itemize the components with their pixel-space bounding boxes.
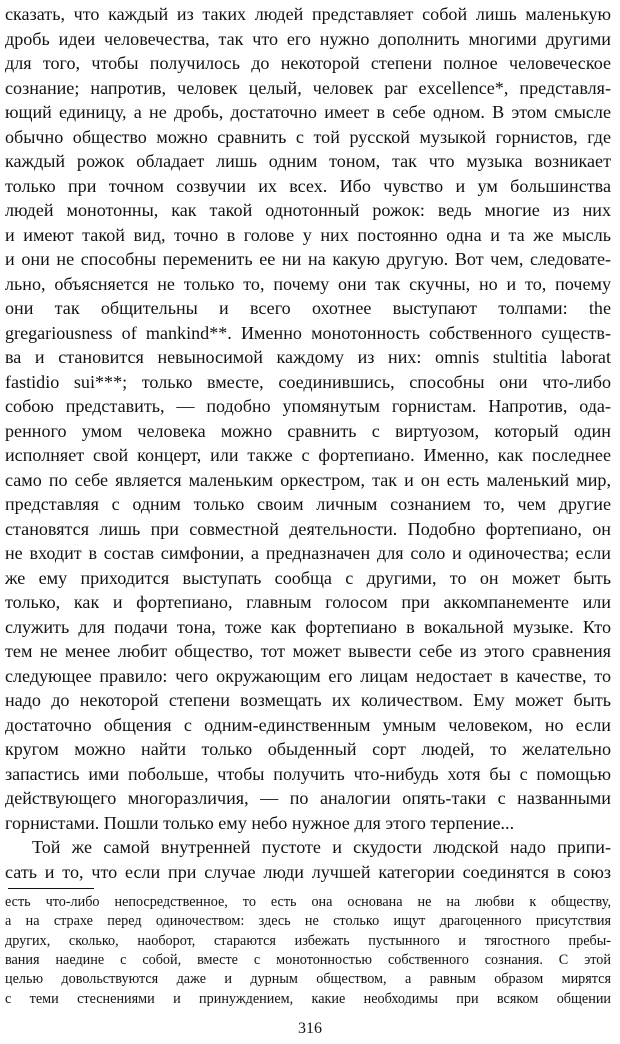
text-line: сознание; напротив, человек целый, человек par excellence*, представля- [5,77,611,98]
text-line: сказать, что каждый из таких людей представляет собой лишь маленькую [5,4,611,24]
footnote-line: есть что-либо непосредственное, то есть она основана не на любви к обществу, [5,894,611,910]
footnote-line: вания наедине с собой, вместе с монотонностью собственного сознания. С этой [5,951,611,968]
text-line: исполняет свой концерт, или также с фортепиано. Именно, как последнее [5,445,611,465]
text-line: ренного умом человека можно сравнить с виртуозом, который один [5,420,611,441]
text-line: становятся лишь при совместной деятельности. Подобно фортепиано, он [5,518,611,539]
text-line: и имеют такой вид, точно в голове у них постоянно одна и та же мысль [5,224,611,245]
text-line: ва и становится невыносимой каждому из них: omnis stultitia laborat [5,347,611,367]
text-line: служить для подачи тона, тоже как фортепиано в вокальной музыке. Кто [5,616,611,637]
text-line: и они не способны переменить ее ни на какую другую. Вот чем, следовате- [5,249,611,269]
footnote-rule [8,888,94,889]
text-line: ющий единицу, а не дробь, достаточно имеет в себе одном. В этом смысле [5,102,611,122]
text-line: людей монотонны, как такой однотонный рожок: ведь многие из них [5,200,611,220]
text-line: gregariousness of mankind**. Именно монотонность собственного существ- [5,322,611,343]
text-line: льно, объясняется не только то, почему они так скучны, но и то, почему [5,273,611,294]
text-line: следующее правило: чего окружающим его лицам недостает в качестве, то [5,665,611,686]
text-line: тем не менее любит общество, тот может вывести себе из этого сравнения [5,641,611,661]
text-line: представляя с одним только своим личным сознанием то, чем другие [5,494,611,514]
text-line: не входит в состав симфонии, а предназначен для соло и одиночества; если [5,543,611,563]
text-line: для того, чтобы получилось до некоторой степени полное человеческое [5,53,611,73]
text-line: же ему приходится выступать сообща с другими, то он может быть [5,567,611,588]
text-line: они так общительны и всего охотнее выступают толпами: the [5,298,611,318]
text-line: только, как и фортепиано, главным голосом при аккомпанементе или [5,592,611,612]
text-line: fastidio sui***; только вместе, соединившись, способны они что-либо [5,371,611,392]
text-line: горнистами. Пошли только ему небо нужное для этого терпение... [5,812,515,833]
footnote-line: целью довольствуются даже и дурным обществом, а равным образом мирятся [5,971,611,988]
text-line: действующего многоразличия, — по аналогии опять-таки с названными [5,788,611,808]
paragraph-start-line: Той же самой внутренней пустоте и скудости людской надо припи- [32,837,611,857]
text-line: обычно общество можно сравнить с той русской музыкой горнистов, где [5,126,611,147]
text-line: каждый рожок обладает лишь одним тоном, так что музыка возникает [5,151,611,171]
text-line: надо до некоторой степени возмещать их количеством. Ему может быть [5,690,611,710]
text-line: само по себе является маленьким оркестром, так и он есть маленький мир, [5,469,611,490]
text-line: только при точном созвучии их всех. Ибо чувство и ум большинства [5,175,611,196]
text-line: достаточно общения с одним-единственным умным человеком, но если [5,714,611,735]
text-line: собою представить, — подобно упомянутым горнистам. Напротив, ода- [5,396,611,416]
page-number: 316 [298,1020,322,1037]
text-line: сать и то, что если при случае люди лучшей категории соединятся в союз [5,861,611,882]
footnote-line: с теми стеснениями и принуждением, какие необходимы при всяком общении [5,990,611,1007]
footnote-line: а на страхе перед одиночеством: здесь не столько ищут драгоценного присутствия [5,913,611,930]
text-line: кругом можно найти только обыденный сорт людей, то желательно [5,739,611,759]
text-line: запастись ими побольше, чтобы получить что-нибудь хотя бы с помощью [5,763,611,784]
text-line: дробь идеи человечества, так что его нужно дополнить многими другими [5,28,611,49]
footnote-line: других, сколько, наоборот, стараются избежать пустынного и тягостного пребы- [5,932,611,949]
